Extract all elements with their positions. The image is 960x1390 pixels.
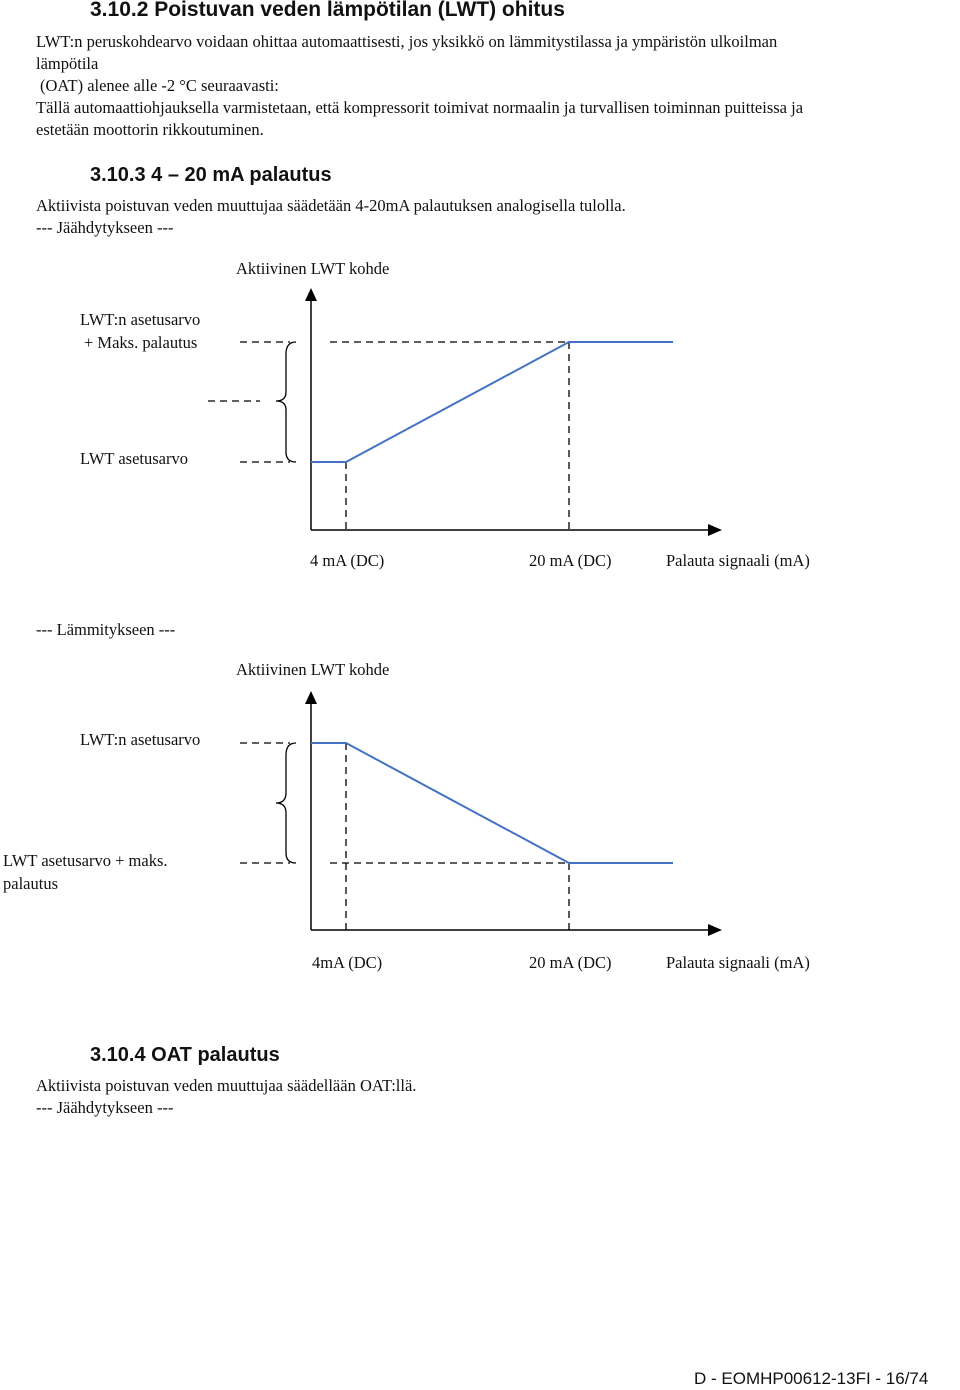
y-axis-title: Aktiivinen LWT kohde: [236, 259, 390, 278]
x-tick-20ma: 20 mA (DC): [529, 551, 612, 570]
y-axis-arrow: [305, 691, 317, 704]
upper-setpoint-label-cont: + Maks. palautus: [84, 333, 198, 352]
paragraph-line: LWT:n peruskohdearvo voidaan ohittaa automaattisesti, jos yksikkö on lämmitystilassa ja ympäristön ulkoilman: [36, 32, 778, 51]
paragraph-line: Tällä automaattiohjauksella varmistetaan, että kompressorit toimivat normaalin ja turvallisen toiminnan puitteissa ja: [36, 98, 804, 117]
page-footer: D - EOMHP00612-13FI - 16/74: [694, 1369, 929, 1388]
section-heading-oat-reset: 3.10.4 OAT palautus: [90, 1044, 280, 1066]
x-tick-4ma: 4 mA (DC): [310, 551, 385, 570]
paragraph-line: lämpötila: [36, 54, 99, 73]
x-axis-title: Palauta signaali (mA): [666, 551, 810, 570]
cooling-mode-label: --- Jäähdytykseen ---: [36, 1098, 174, 1117]
range-brace: [276, 743, 296, 863]
lower-setpoint-label: LWT asetusarvo: [80, 449, 188, 468]
section-intro: Aktiivista poistuvan veden muuttujaa säädetään 4-20mA palautuksen analogisella tulolla.: [36, 196, 626, 215]
x-tick-20ma: 20 mA (DC): [529, 953, 612, 972]
heating-mode-label: --- Lämmitykseen ---: [36, 620, 176, 639]
y-axis-title: Aktiivinen LWT kohde: [236, 660, 390, 679]
y-axis-arrow: [305, 288, 317, 301]
paragraph-line: (OAT) alenee alle -2 °C seuraavasti:: [40, 76, 279, 95]
lower-setpoint-label-cont: palautus: [3, 874, 58, 893]
section-heading-4-20ma: 3.10.3 4 – 20 mA palautus: [90, 164, 332, 186]
section-heading-lwt-override: 3.10.2 Poistuvan veden lämpötilan (LWT) ohitus: [90, 0, 565, 21]
range-brace: [276, 342, 296, 462]
x-axis-arrow: [708, 524, 722, 536]
paragraph-line: estetään moottorin rikkoutuminen.: [36, 120, 264, 139]
reset-curve: [311, 743, 673, 863]
upper-setpoint-label: LWT:n asetusarvo: [80, 730, 201, 749]
section-intro: Aktiivista poistuvan veden muuttujaa säädellään OAT:llä.: [36, 1076, 417, 1095]
cooling-diagram-graphic: [0, 0, 960, 600]
x-axis-arrow: [708, 924, 722, 936]
x-axis-title: Palauta signaali (mA): [666, 953, 810, 972]
heating-diagram-graphic: [0, 600, 960, 1000]
lower-setpoint-label: LWT asetusarvo + maks.: [3, 851, 168, 870]
cooling-mode-label: --- Jäähdytykseen ---: [36, 218, 174, 237]
reset-curve: [311, 342, 673, 462]
x-tick-4ma: 4mA (DC): [312, 953, 383, 972]
upper-setpoint-label: LWT:n asetusarvo: [80, 310, 201, 329]
